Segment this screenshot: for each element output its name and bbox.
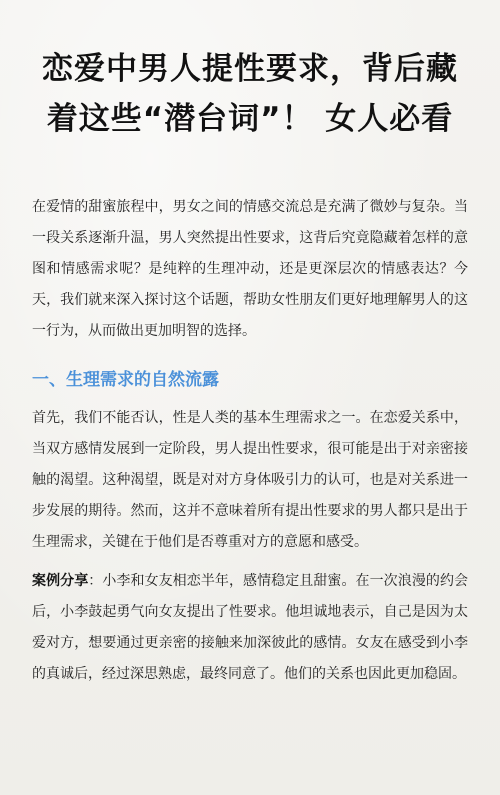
article-title-line-2: 着这些“潜台词”！ 女人必看 [46, 101, 454, 137]
case-study-label: 案例分享 [32, 573, 89, 589]
article-title-line-1: 恋爱中男人提性要求，背后藏 [42, 51, 458, 87]
article-title [32, 44, 468, 144]
section-heading-physiological-needs: 一、生理需求的自然流露 [32, 370, 219, 390]
intro-paragraph: 在爱情的甜蜜旅程中，男女之间的情感交流总是充满了微妙与复杂。当一段关系逐渐升温，男人突然提出性要求，这背后究竟隐藏着怎样的意图和情感需求呢？是纯粹的生理冲动，还是更深层次的情感表达？今天，我们就来深入探讨这个话题，帮助女性朋友们更好地理解男人的这一行为，从而做出更加明智的选择。 [32, 199, 468, 339]
section-paragraph: 首先，我们不能否认，性是人类的基本生理需求之一。在恋爱关系中，当双方感情发展到一定阶段，男人提出性要求，很可能是出于对亲密接触的渴望。这种渴望，既是对对方身体吸引力的认可，也是对关系进一步发展的期待。然而，这并不意味着所有提出性要求的男人都只是出于生理需求，关键在于他们是否尊重对方的意愿和感受。 [32, 410, 468, 550]
case-study-text: ：小李和女友相恋半年，感情稳定且甜蜜。在一次浪漫的约会后，小李鼓起勇气向女友提出了性要求。他坦诚地表示，自己是因为太爱对方，想要通过更亲密的接触来加深彼此的感情。女友在感受到小李的真诚后，经过深思熟虑，最终同意了。他们的关系也因此更加稳固。 [32, 573, 469, 682]
case-study-paragraph [32, 566, 468, 690]
